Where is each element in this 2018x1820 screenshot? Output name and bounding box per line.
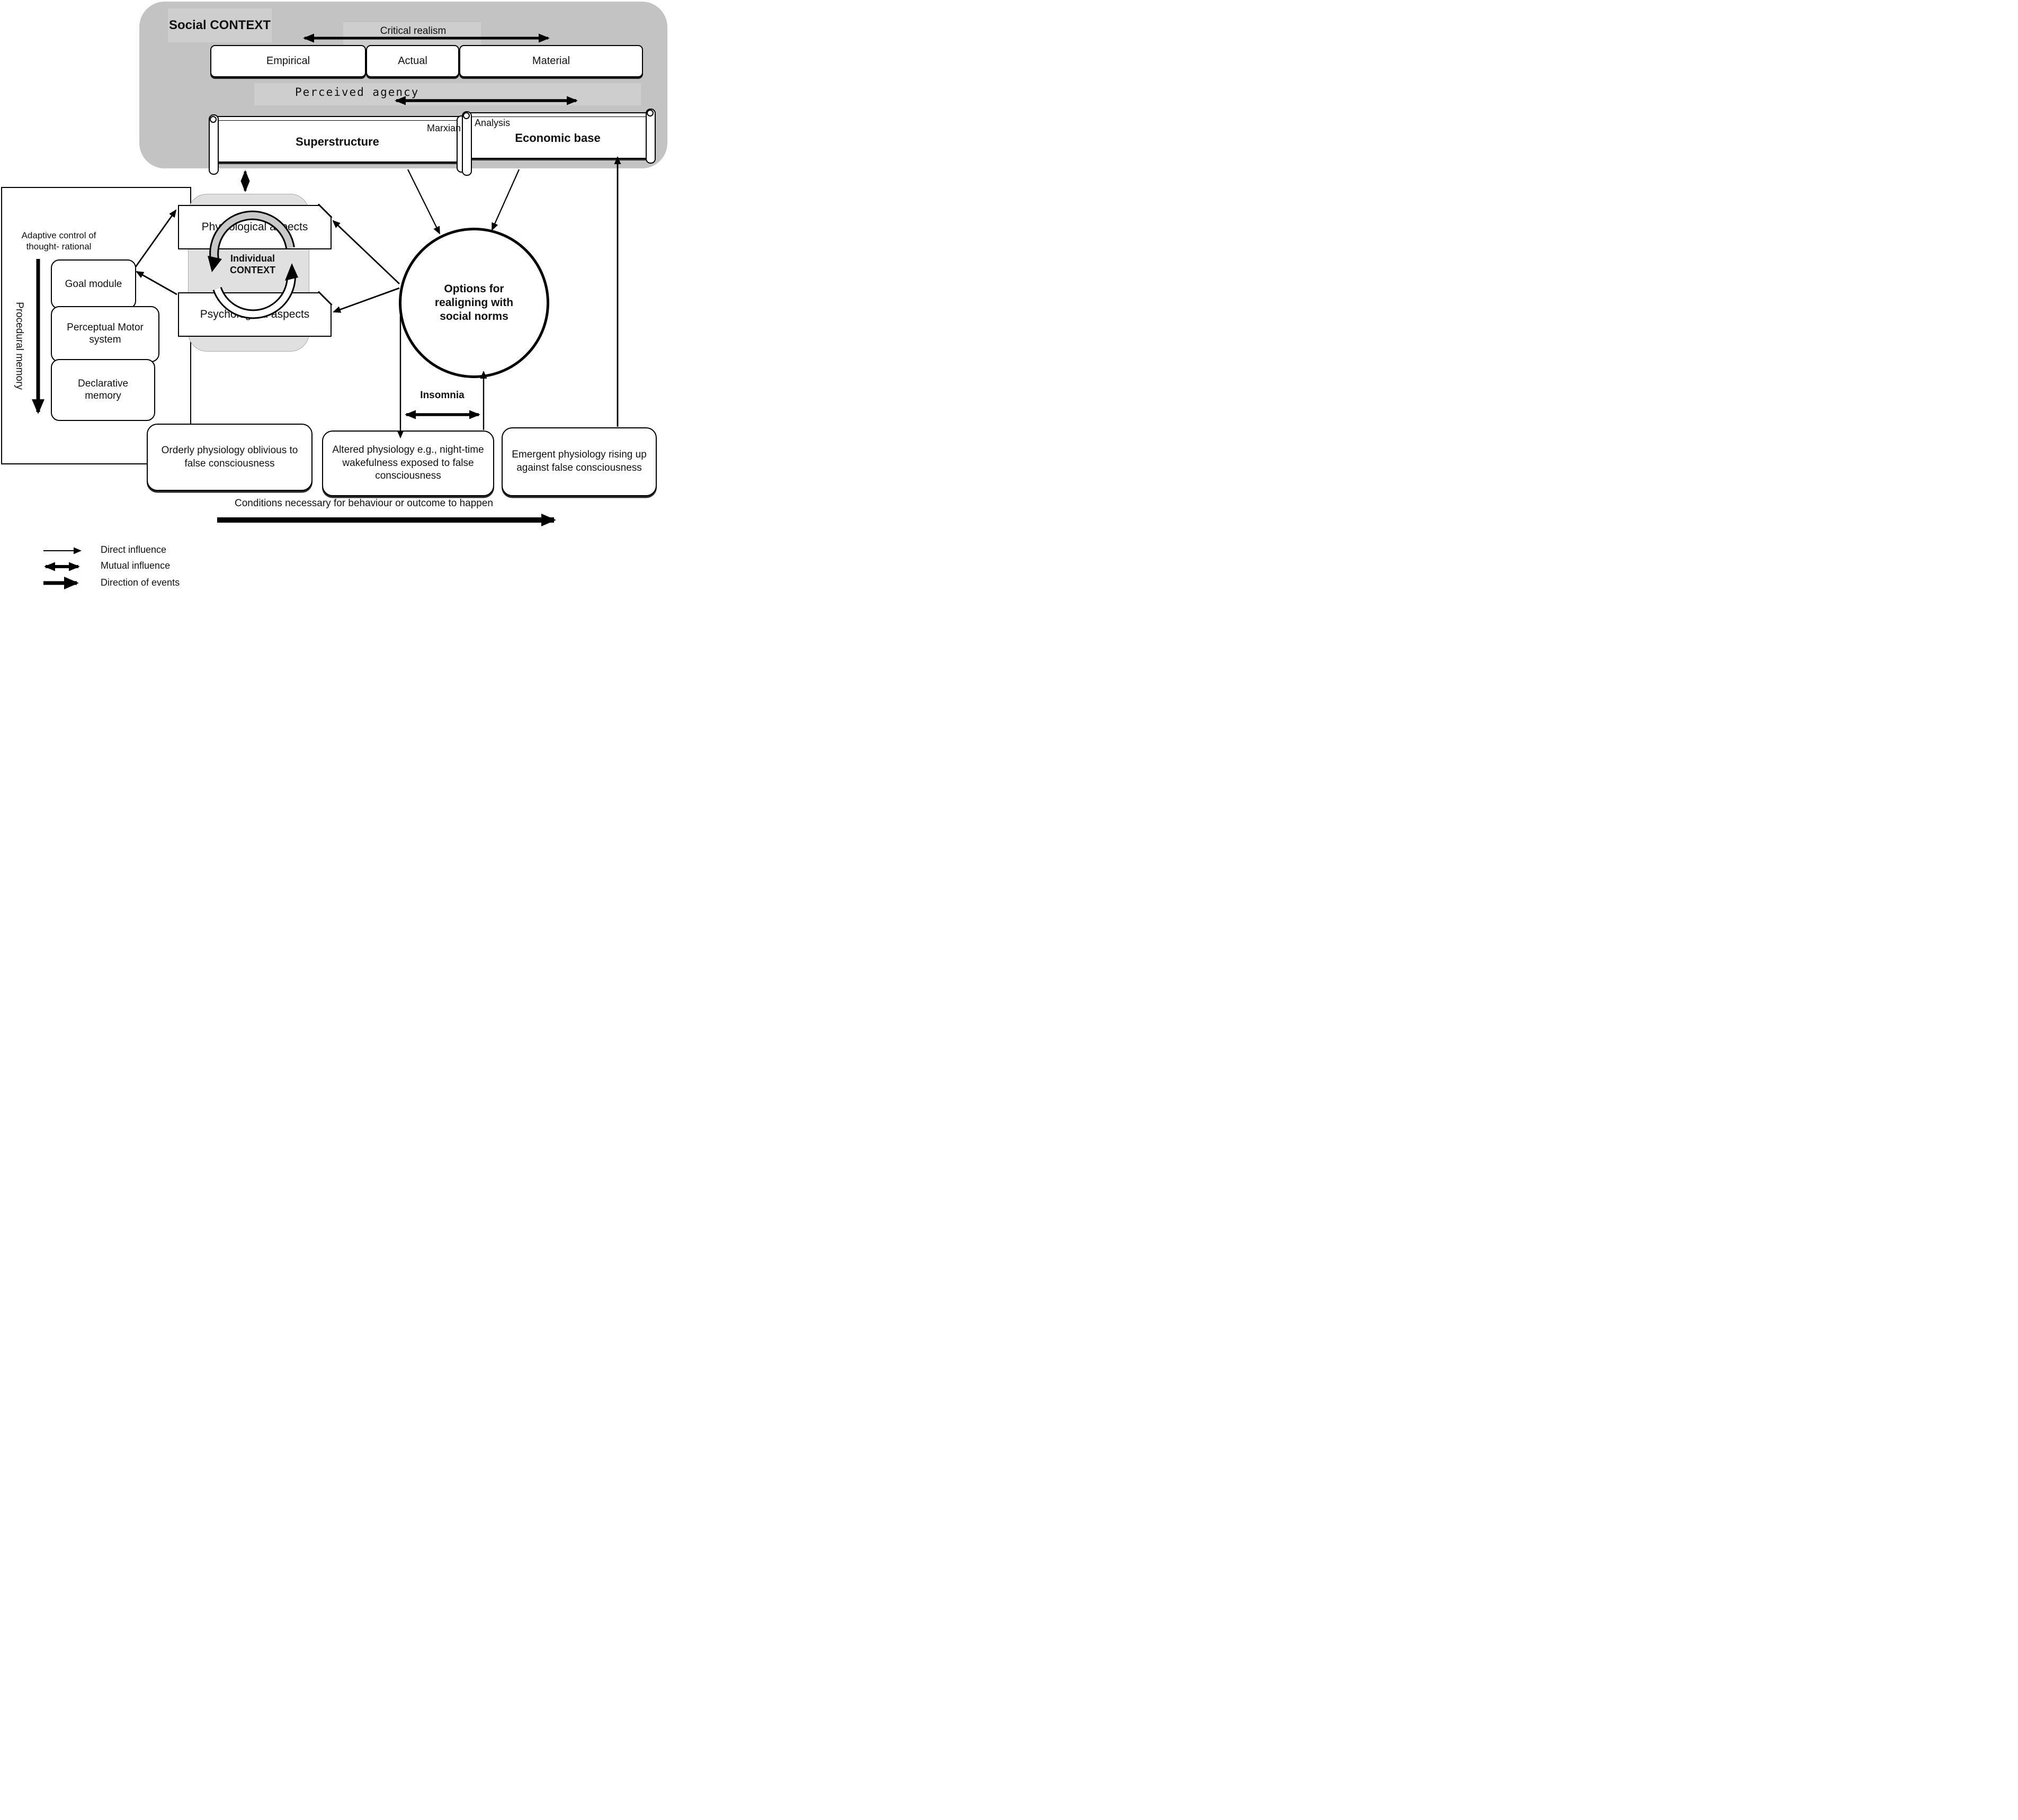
- act-r-heading: Adaptive control of thought- rational: [21, 230, 96, 252]
- critical-realism-label: Critical realism: [380, 25, 447, 37]
- physiological-corner-cut-icon: [319, 204, 332, 217]
- legend-mutual-influence-label: Mutual influence: [101, 560, 171, 571]
- legend-direction-of-events-label: Direction of events: [101, 577, 180, 588]
- options-circle-label: Options for realigning with social norms: [434, 282, 514, 323]
- analysis-label: Analysis: [475, 118, 511, 128]
- declarative-memory-box: Declarative memory: [51, 359, 155, 421]
- material-box: Material: [459, 45, 643, 77]
- options-to-psychological-arrow: [334, 288, 399, 312]
- perceptual-motor-box: Perceptual Motor system: [51, 306, 159, 362]
- actual-box: Actual: [366, 45, 459, 77]
- insomnia-label: Insomnia: [420, 390, 465, 401]
- options-circle: [399, 228, 549, 378]
- psychological-corner-cut-icon: [319, 292, 332, 304]
- economic-right-curl-icon: [647, 110, 654, 116]
- superstructure-label: Superstructure: [296, 135, 379, 148]
- goal-module-box: Goal module: [51, 259, 136, 309]
- psychological-aspects-box: [178, 292, 332, 337]
- economic-to-options-arrow: [492, 169, 519, 230]
- superstructure-left-curl-icon: [210, 116, 217, 123]
- empirical-box: Empirical: [210, 45, 366, 77]
- economic-left-curl-icon: [463, 112, 470, 119]
- legend-direct-influence-label: Direct influence: [101, 544, 167, 555]
- social-context-title: Social CONTEXT: [168, 18, 271, 33]
- economic-base-label: Economic base: [515, 131, 601, 145]
- outcome-orderly-box: Orderly physiology oblivious to false consciousness: [147, 424, 312, 491]
- physiological-aspects-box: [178, 205, 332, 249]
- superstructure-to-options-arrow: [408, 169, 440, 234]
- outcome-altered-box: Altered physiology e.g., night-time wakefulness exposed to false consciousness: [322, 431, 494, 496]
- conditions-label: Conditions necessary for behaviour or outcome to happen: [235, 498, 493, 509]
- diagram-canvas: [0, 0, 673, 607]
- outcome-emergent-box: Emergent physiology rising up against false consciousness: [502, 427, 657, 496]
- psychological-aspects-label: Psychological aspects: [200, 308, 310, 320]
- options-to-physiological-arrow: [333, 221, 399, 284]
- individual-context-title: Individual CONTEXT: [229, 253, 275, 275]
- perceived-agency-label: Perceived agency: [295, 86, 419, 98]
- marxian-label: Marxian: [426, 123, 461, 133]
- physiological-aspects-label: Physiological aspects: [201, 221, 308, 233]
- procedural-memory-label: Procedural memory: [14, 302, 25, 390]
